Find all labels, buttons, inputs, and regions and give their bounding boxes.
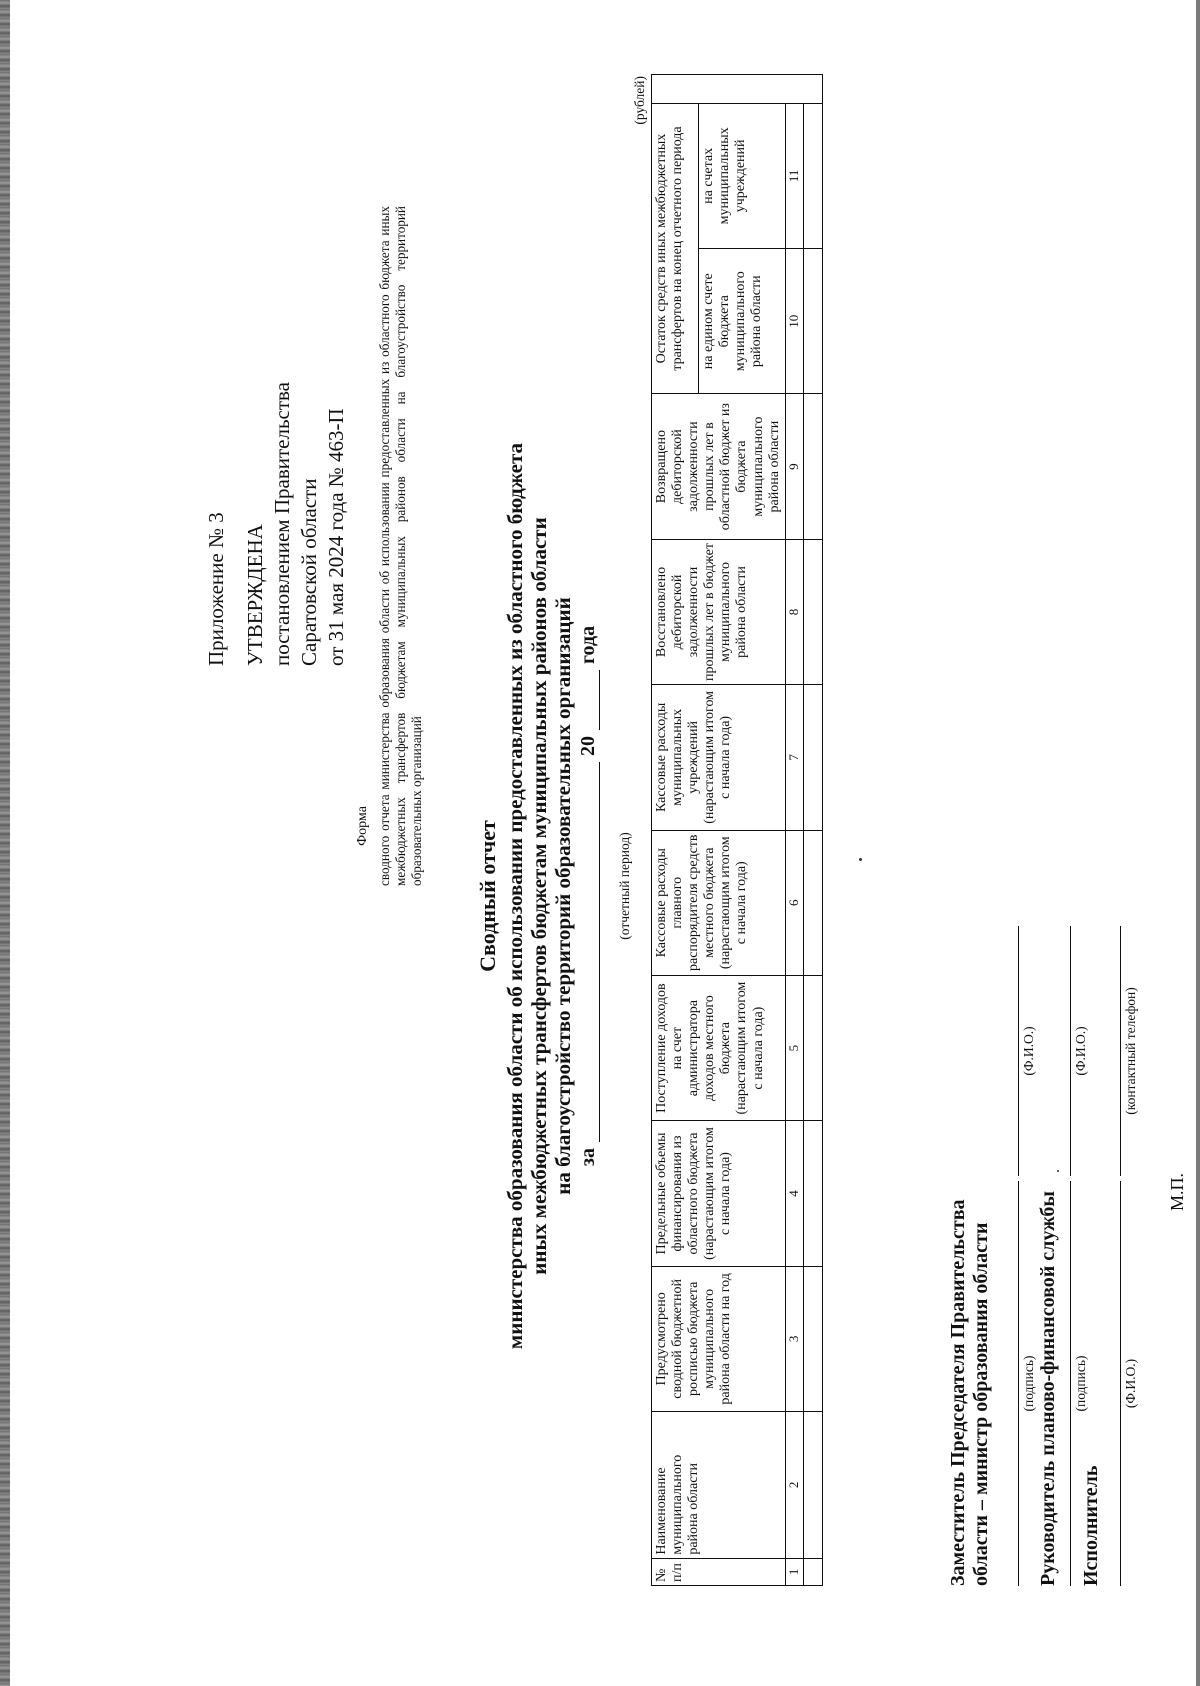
- title-line-3: на благоустройство территорий образовательных организаций: [551, 597, 576, 1195]
- executor-phone-line[interactable]: [1119, 926, 1121, 1176]
- deputy-name-line[interactable]: [1017, 926, 1019, 1176]
- column-number: 3: [785, 1266, 803, 1411]
- header-planned: Предусмотрено сводной бюджетной росписью бюджета муниципального района области на год: [652, 1266, 786, 1411]
- column-number: 9: [785, 394, 803, 539]
- table-cell[interactable]: [803, 103, 822, 248]
- column-number: 11: [785, 103, 803, 248]
- table-header-row: [652, 75, 699, 1586]
- column-number: 1: [785, 1558, 803, 1585]
- form-description: сводного отчета министерства образования области об использовании предоставленных из областного бюджета иных межбюджетных трансфертов бюджетам муниципальных районов области на благоустройство территорий образовательных организаций: [377, 206, 425, 886]
- document-title: [475, 266, 600, 1526]
- column-number: 7: [785, 685, 803, 830]
- stamp-place-label: М.П.: [1167, 1172, 1187, 1211]
- column-number: 2: [785, 1412, 803, 1559]
- table-cell[interactable]: [803, 1121, 822, 1266]
- approval-block: [203, 382, 349, 666]
- header-limits: Предельные объемы финансирования из областного бюджета (нарастающим итогом с начала года): [652, 1121, 786, 1266]
- column-number: 5: [785, 975, 803, 1120]
- signatory-head: Руководитель планово-финансовой службы: [1037, 1191, 1059, 1586]
- table-cell[interactable]: [803, 1558, 822, 1585]
- executor-name-line[interactable]: [1119, 1181, 1121, 1586]
- header-balance-institutions: на счетах муниципальных учреждений: [698, 103, 785, 248]
- head-name-line[interactable]: [1069, 926, 1071, 1176]
- table-cell[interactable]: [803, 830, 822, 975]
- signatory-deputy-line-1: Заместитель Председателя Правительства: [947, 1199, 969, 1586]
- executor-name-caption: (Ф.И.О.): [1123, 1358, 1138, 1409]
- table-cell[interactable]: [803, 539, 822, 684]
- table-cell[interactable]: [803, 975, 822, 1120]
- header-cash-main: Кассовые расходы главного распорядителя средств местного бюджета (нарастающим итогом с начала года): [652, 830, 786, 975]
- header-number: № п/п: [652, 1558, 786, 1585]
- column-number: 8: [785, 539, 803, 684]
- approval-line-3: от 31 мая 2024 года № 463-П: [323, 408, 348, 666]
- year-prefix: 20: [577, 736, 600, 757]
- scan-edge-right: [1196, 0, 1200, 1686]
- header-district: Наименование муниципального района области: [652, 1412, 786, 1559]
- title-line-2: иных межбюджетных трансфертов бюджетам муниципальных районов области: [527, 517, 552, 1275]
- appendix-number: Приложение № 3: [204, 512, 228, 666]
- deputy-signature-line[interactable]: [1017, 1181, 1019, 1586]
- table-cell[interactable]: [803, 249, 822, 394]
- period-row: [577, 266, 600, 1526]
- table-row: [803, 75, 822, 1586]
- report-table: [651, 74, 823, 1586]
- approval-line-1: постановлением Правительства: [269, 381, 294, 666]
- unit-label: (рублей): [632, 76, 647, 125]
- deputy-signature-caption: (подпись): [1021, 1355, 1036, 1412]
- column-number: 6: [785, 830, 803, 975]
- signatory-deputy-line-2: области – министр образования области: [970, 1222, 992, 1586]
- deputy-name-caption: (Ф.И.О.): [1021, 1026, 1036, 1076]
- column-number-row: [785, 75, 803, 1586]
- form-label: Форма: [355, 806, 370, 846]
- period-for-word: за: [577, 1148, 600, 1167]
- header-returned-debt: Возвращено дебиторской задолженности прошлых лет в областной бюджет из бюджета муниципального района области: [652, 394, 786, 539]
- title-line-1: министерства образования области об использовании предоставленных из областного бюджета: [503, 442, 527, 1350]
- form-sheet: [15, 16, 1185, 1676]
- table-cell[interactable]: [803, 1412, 822, 1559]
- year-suffix: года: [577, 625, 600, 665]
- executor-phone-caption: (контактный телефон): [1123, 987, 1138, 1115]
- table-cell[interactable]: [803, 1266, 822, 1411]
- table-margin-cell: [652, 75, 823, 104]
- scan-edge-left: [0, 0, 10, 1686]
- year-blank-field[interactable]: [581, 670, 600, 730]
- header-revenue: Поступление доходов на счет администратора доходов местного бюджета (нарастающим итогом с начала года): [652, 975, 786, 1120]
- period-caption: (отчетный период): [617, 832, 632, 940]
- head-signature-line[interactable]: [1069, 1181, 1071, 1586]
- header-balance-group: Остаток средств иных межбюджетных трансфертов на конец отчетного периода: [652, 103, 699, 394]
- column-number: 4: [785, 1121, 803, 1266]
- header-restored-debt: Восстановлено дебиторской задолженности прошлых лет в бюджет муниципального района области: [652, 539, 786, 684]
- head-name-caption: (Ф.И.О.): [1073, 1026, 1088, 1076]
- column-number: 10: [785, 249, 803, 394]
- signatory-executor: Исполнитель: [1080, 1465, 1102, 1586]
- signatory-deputy: [947, 1199, 993, 1586]
- table-cell[interactable]: [803, 685, 822, 830]
- period-blank-field[interactable]: [581, 762, 600, 1142]
- head-signature-caption: (подпись): [1073, 1355, 1088, 1412]
- header-balance-single-account: на едином счете бюджета муниципального района области: [698, 249, 785, 394]
- header-cash-institutions: Кассовые расходы муниципальных учреждений (нарастающим итогом с начала года): [652, 685, 786, 830]
- approval-line-2: Саратовской области: [296, 478, 321, 666]
- title-main: Сводный отчет: [475, 820, 500, 972]
- table-cell[interactable]: [803, 394, 822, 539]
- approved-label: УТВЕРЖДЕНА: [242, 524, 267, 666]
